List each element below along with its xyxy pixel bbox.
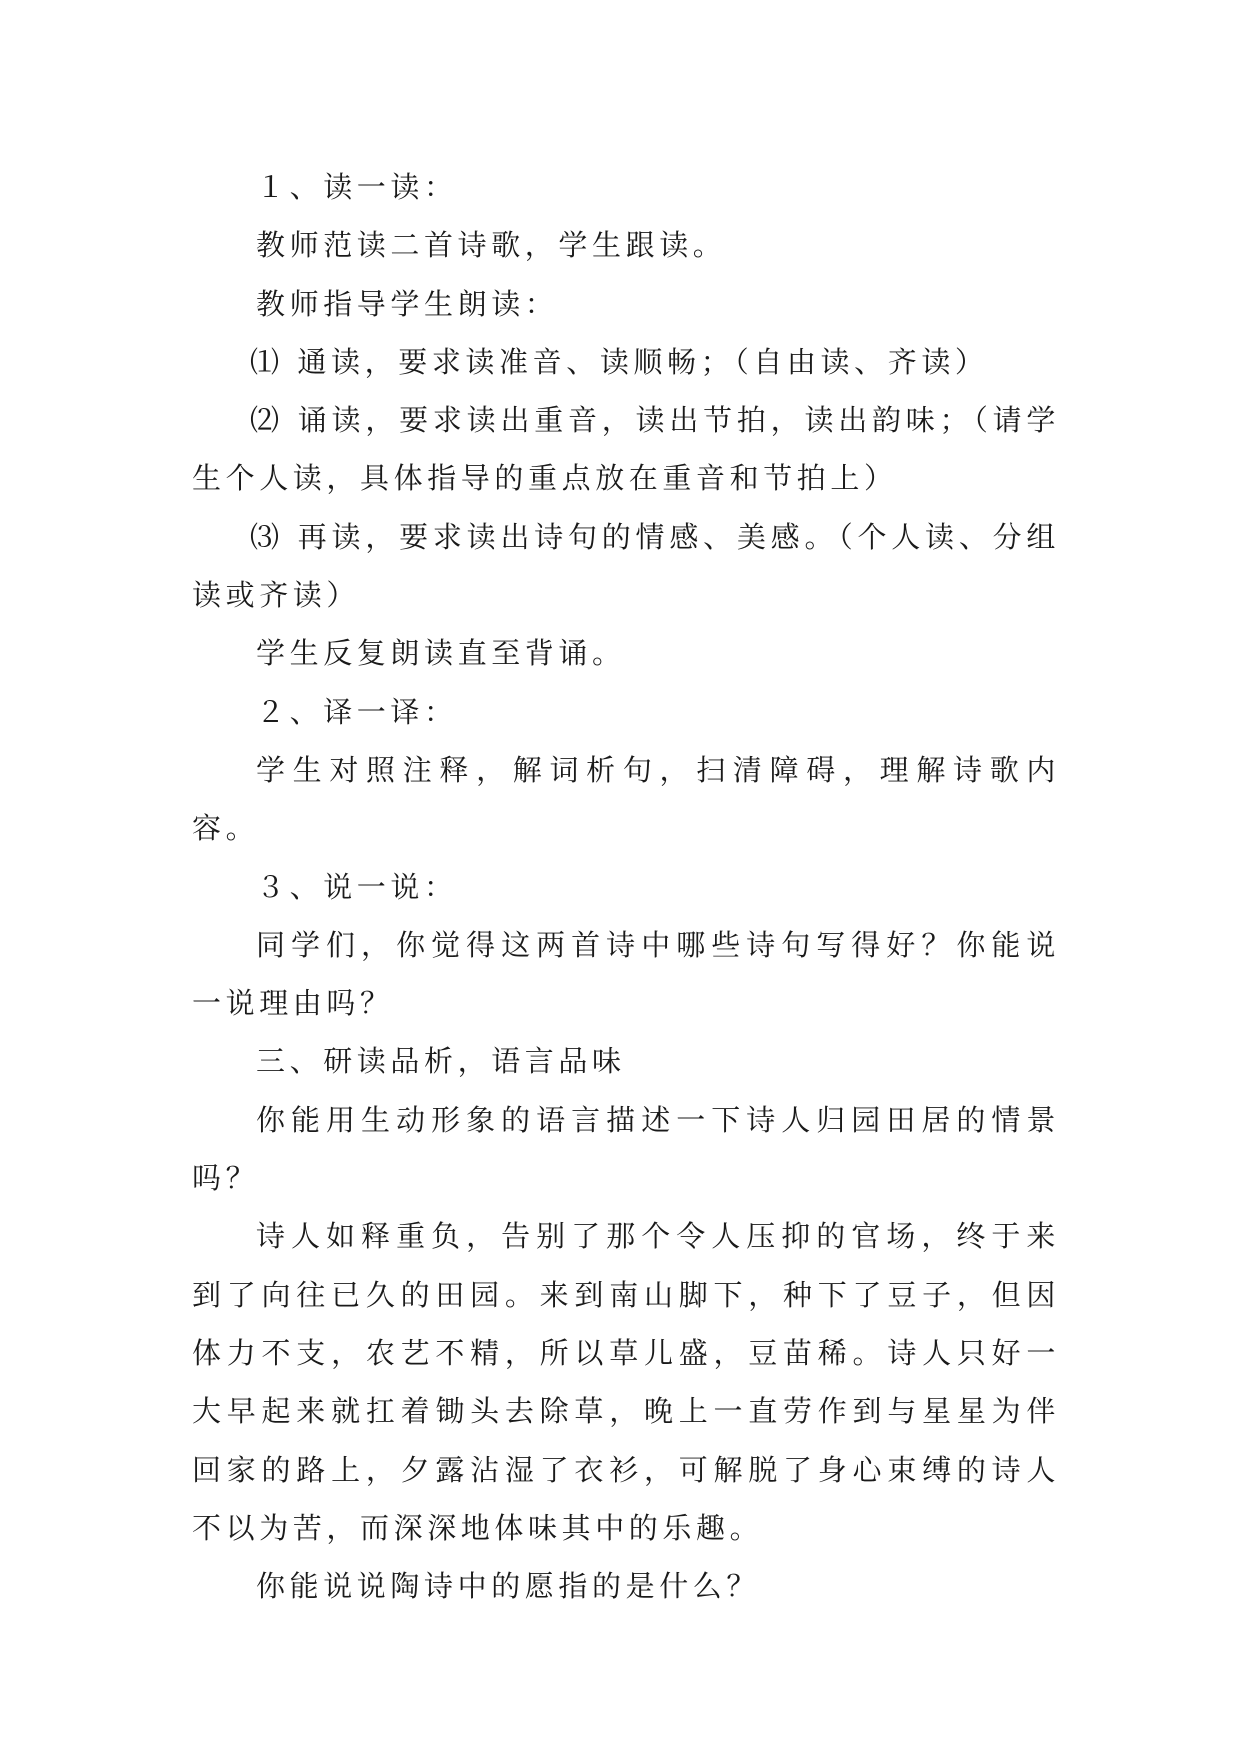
heading-read: １、读一读： bbox=[256, 170, 458, 204]
document-body bbox=[192, 158, 1060, 1615]
paragraph-memorize: 学生反复朗读直至背诵。 bbox=[256, 636, 626, 671]
list-item-recite: ⑵ 诵读，要求读出重音，读出节拍，读出韵味；（请学生个人读，具体指导的重点放在重音和节拍上） bbox=[192, 403, 1060, 496]
paragraph-description: 诗人如释重负，告别了那个令人压抑的官场，终于来到了向往已久的田园。来到南山脚下，种下了豆子，但因体力不支，农艺不精，所以草儿盛，豆苗稀。诗人只好一大早起来就扛着锄头去除草，晚上一直劳作到与星星为伴回家的路上，夕露沾湿了衣衫，可解脱了身心束缚的诗人不以为苦，而深深地体味其中的乐趣。 bbox=[192, 1219, 1060, 1545]
heading-discuss: ３、说一说： bbox=[256, 869, 458, 904]
paragraph-discuss-question: 同学们，你觉得这两首诗中哪些诗句写得好？你能说一说理由吗？ bbox=[192, 927, 1060, 1021]
paragraph-describe-question: 你能用生动形象的语言描述一下诗人归园田居的情景吗？ bbox=[192, 1102, 1060, 1196]
list-item-read-through: ⑴ 通读，要求读准音、读顺畅；（自由读、齐读） bbox=[250, 344, 989, 379]
paragraph-translate: 学生对照注释，解词析句，扫清障碍，理解诗歌内容。 bbox=[192, 752, 1060, 846]
heading-translate: ２、译一译： bbox=[256, 694, 458, 729]
paragraph-guided-reading: 教师指导学生朗读： bbox=[256, 286, 559, 321]
section-heading-analysis: 三、研读品析，语言品味 bbox=[256, 1044, 626, 1079]
paragraph-final-question: 你能说说陶诗中的愿指的是什么？ bbox=[256, 1569, 761, 1604]
paragraph-model-reading: 教师范读二首诗歌，学生跟读。 bbox=[256, 228, 727, 263]
list-item-reread: ⑶ 再读，要求读出诗句的情感、美感。（个人读、分组读或齐读） bbox=[192, 519, 1060, 613]
